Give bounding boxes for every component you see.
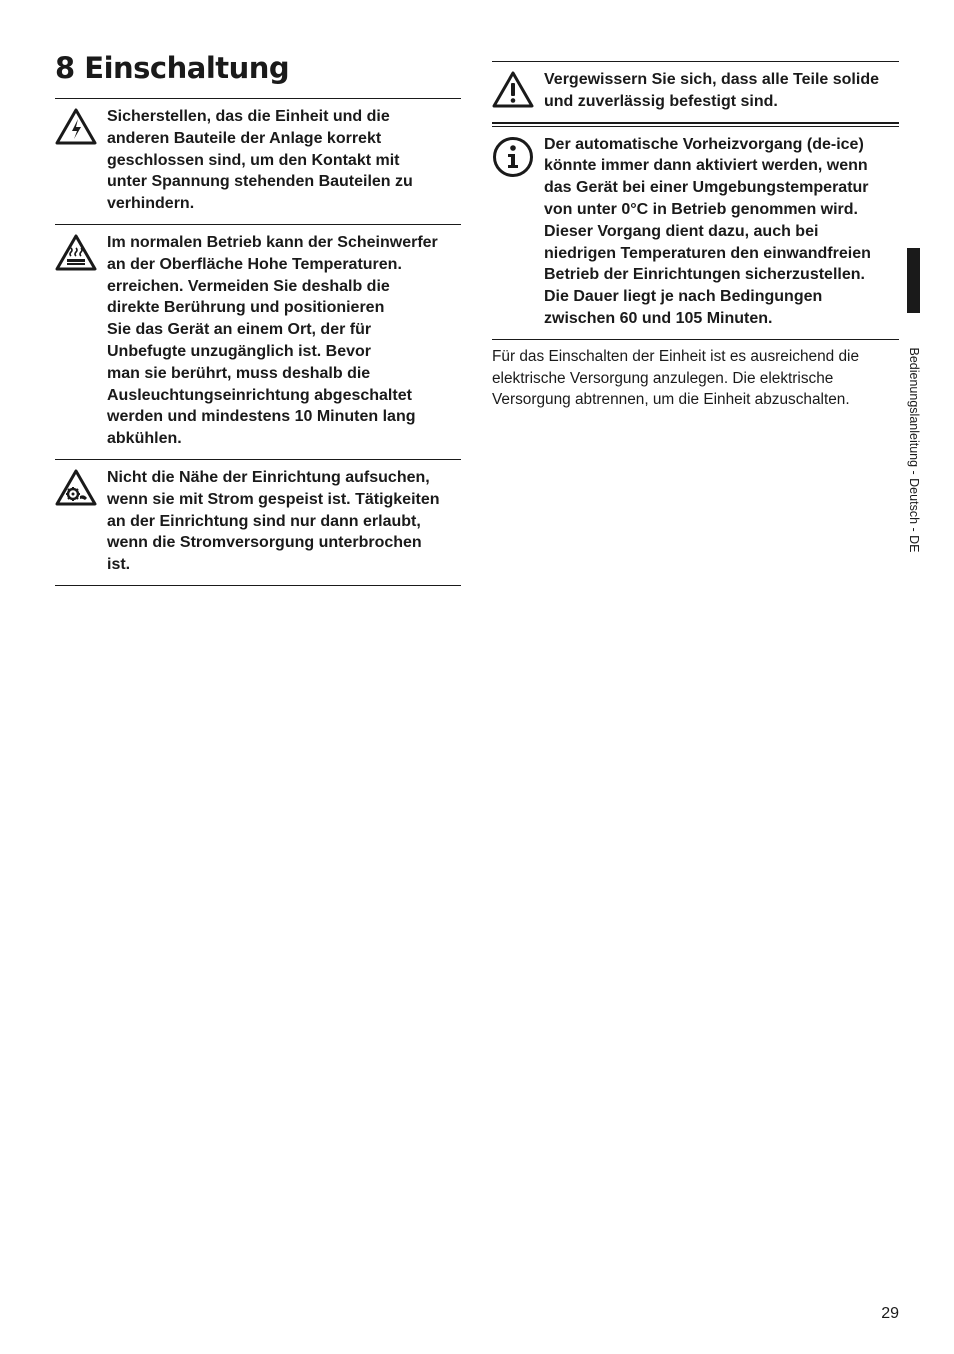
notice-moving-parts [55,459,461,586]
notice-electric [55,98,461,224]
notice-moving-parts-text: Nicht die Nähe der Einrichtung aufsuchen, wenn sie mit Strom gespeist ist. Tätigkeiten an der Einrichtung sind nur dann erlaubt, wenn die Stromversorgung unterbrochen ist. [107,468,440,574]
right-column [492,61,899,411]
side-label: Bedienungslanleitung - Deutsch - DE [907,347,921,553]
notice-general-warning [492,61,899,124]
general-warning-icon [492,69,536,109]
side-tab-marker [907,248,920,313]
page-number: 29 [881,1305,899,1322]
info-icon [492,134,536,178]
moving-parts-hazard-icon [55,467,99,507]
left-column [55,48,461,586]
notice-info [492,126,899,340]
notice-hot-surface [55,224,461,459]
body-paragraph: Für das Einschalten der Einheit ist es ausreichend die elektrische Versorgung anzulegen. Die elektrische Versorgung abtrennen, um die Einheit abzuschalten. [492,347,860,409]
notice-electric-text: Sicherstellen, das die Einheit und die anderen Bauteile der Anlage korrekt geschlossen sind, um den Kontakt mit unter Spannung stehenden Bauteilen zu verhindern. [107,108,413,213]
notice-general-warning-text: Vergewissern Sie sich, dass alle Teile solide und zuverlässig befestigt sind. [544,71,879,110]
notice-hot-surface-text: Im normalen Betrieb kann der Scheinwerfer an der Oberfläche Hohe Temperaturen. erreichen. Vermeiden Sie deshalb die direkte Berührung und positionieren Sie das Gerät an einem Ort, der für Unbefugte unzugänglich ist. Bevor man sie berührt, muss deshalb die Ausleuchtungseinrichtung abgeschaltet werden und mindestens 10 Minuten lang abkühlen. [107,233,438,448]
page-title: 8 Einschaltung [55,51,290,85]
hot-surface-icon [55,232,99,272]
notice-info-text: Der automatische Vorheizvorgang (de-ice) könnte immer dann aktiviert werden, wenn das Gerät bei einer Umgebungstemperatur von unter 0°C in Betrieb genommen wird. Dieser Vorgang dient dazu, auch bei niedrigen Temperaturen den einwandfreien Betrieb der Einrichtungen sicherzustellen. Die Dauer liegt je nach Bedingungen zwischen 60 und 105 Minuten. [544,135,871,327]
electric-hazard-icon [55,106,99,146]
